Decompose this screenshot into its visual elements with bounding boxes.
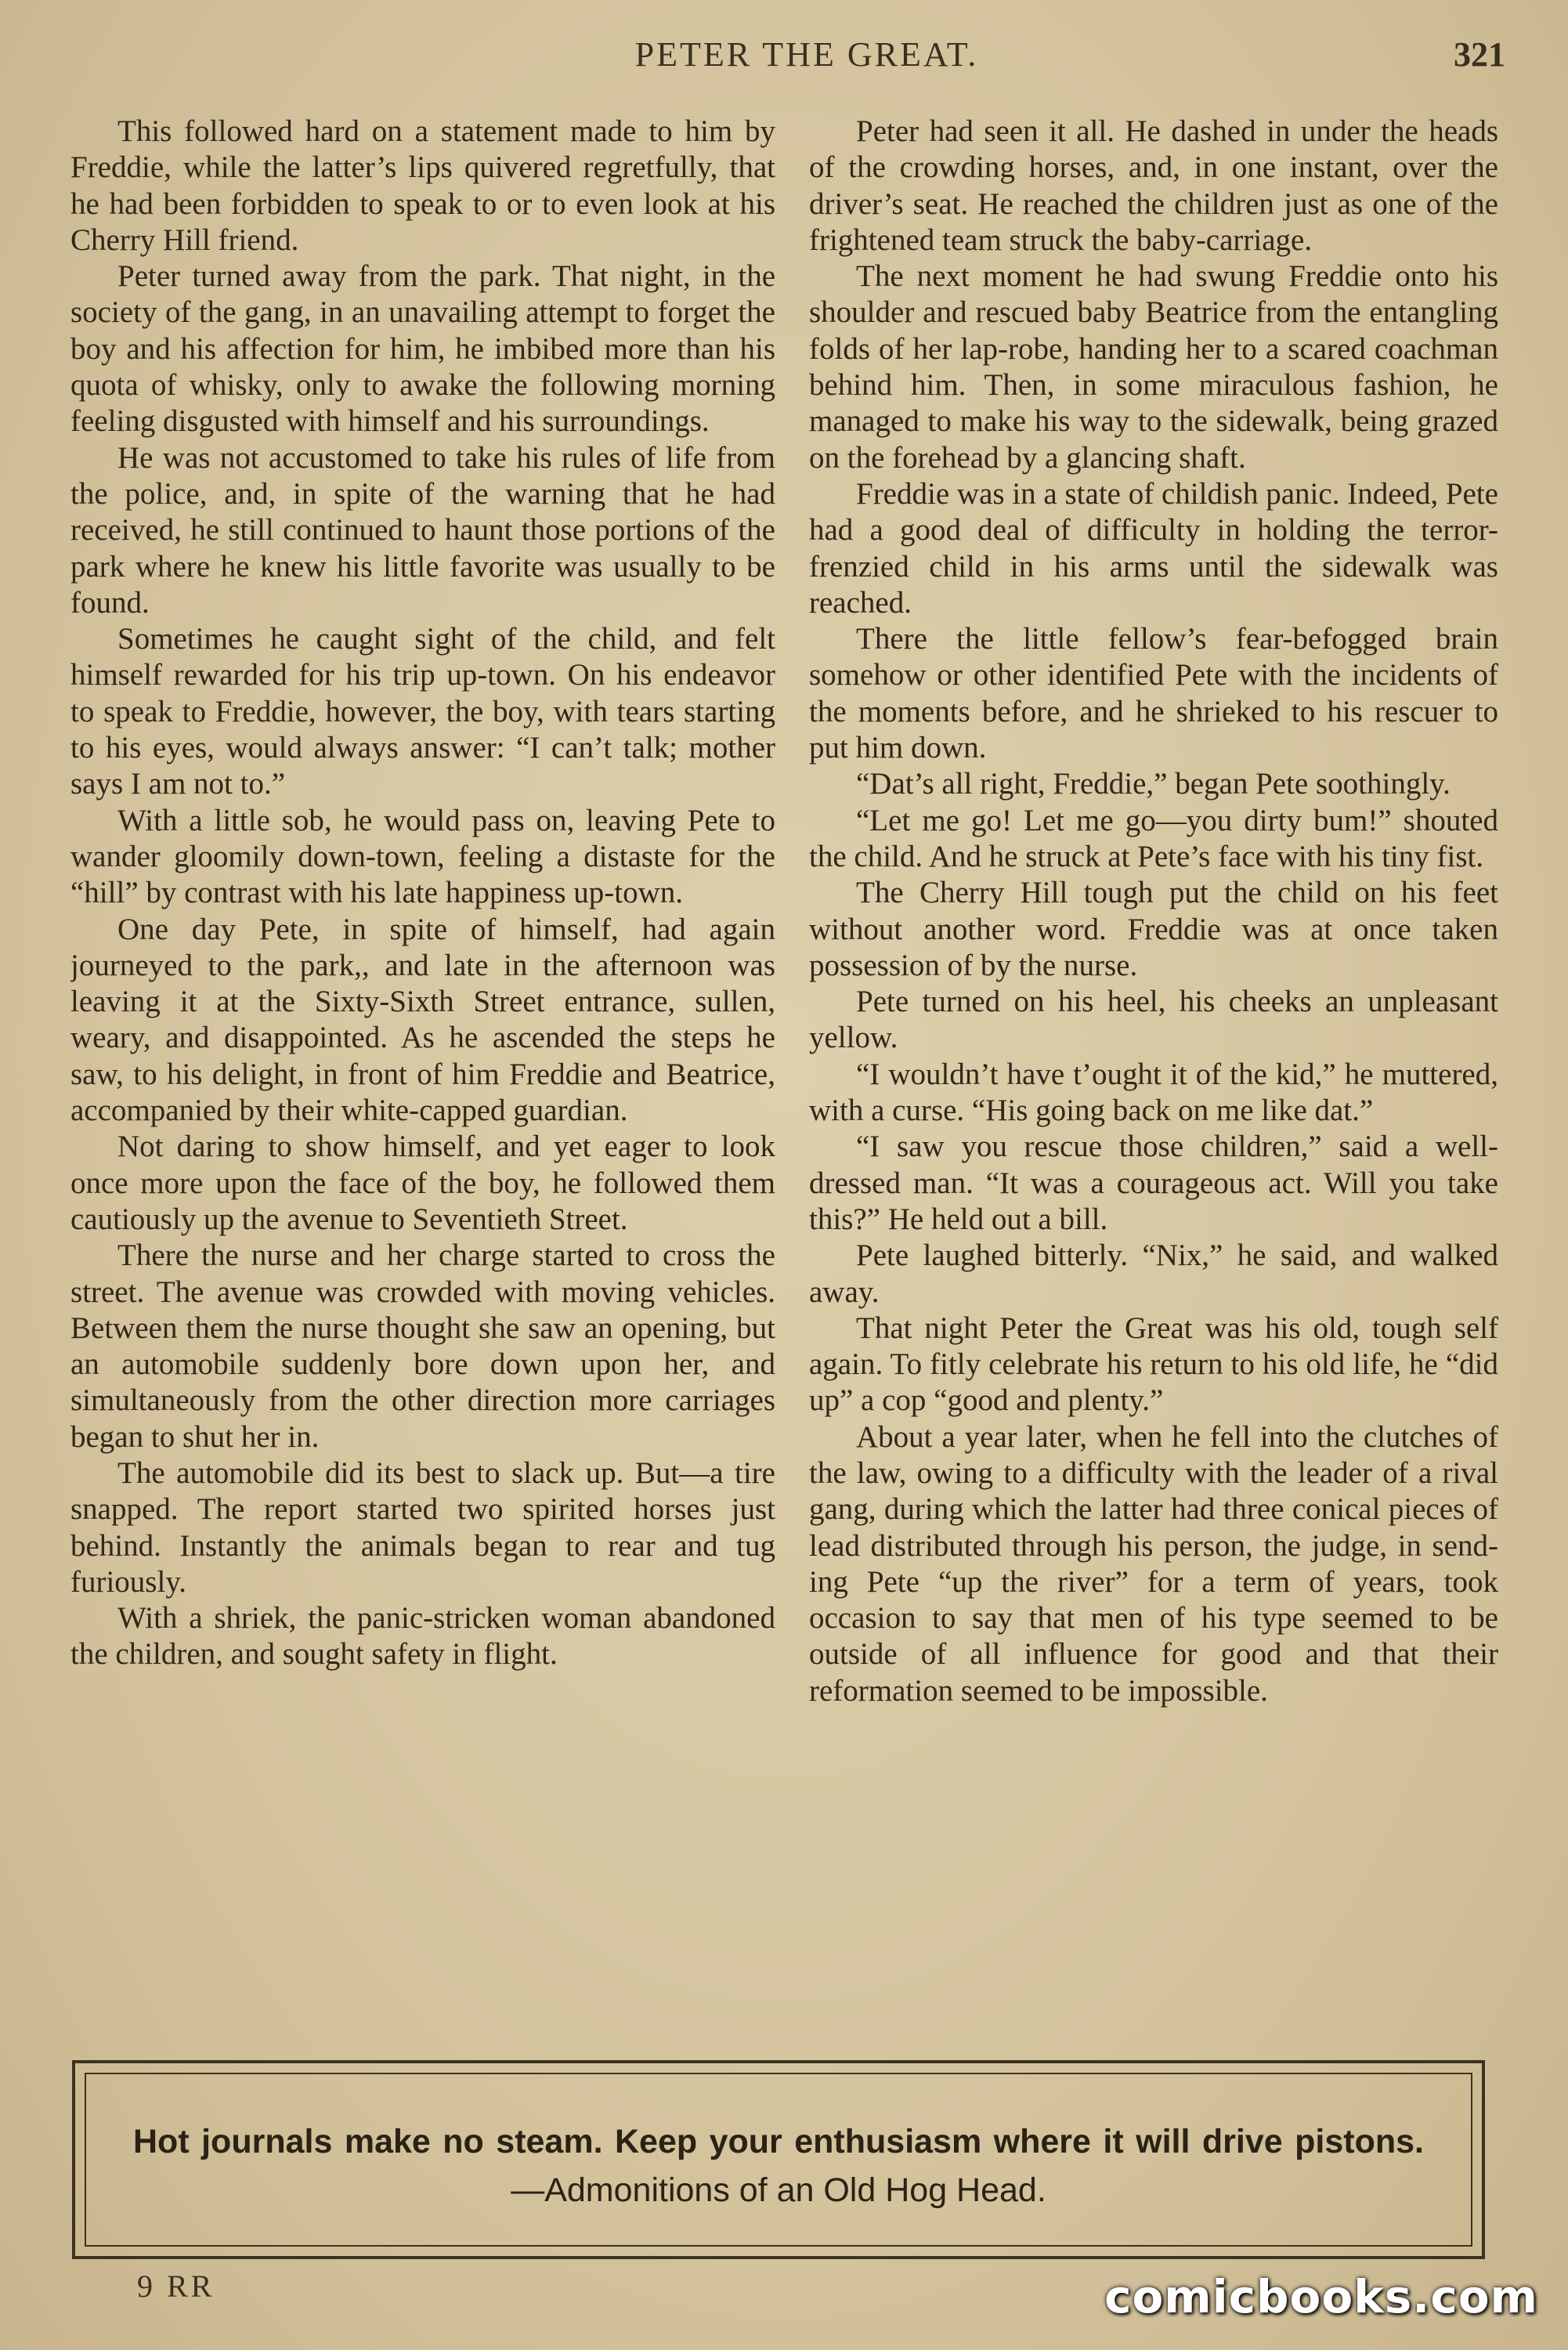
- paragraph: “I wouldn’t have t’ought it of the kid,” he muttered, with a curse. “His going back on me like dat.”: [809, 1057, 1498, 1128]
- paragraph: Not daring to show himself, and yet eager to look once more upon the face of the boy, he followed them cautiously up the avenue to Seventieth Street.: [70, 1130, 775, 1236]
- quote-inner-border: [85, 2073, 1472, 2247]
- paragraph: Peter turned away from the park. That night, in the society of the gang, in an unavailing attempt to forget the boy and his affection for him, he imbibed more than his quota of whisky, only to awake the following morning feeling disgusted with himself and his surroundings.: [70, 259, 775, 439]
- quote-text: [133, 2117, 1424, 2214]
- quote-box: [72, 2060, 1485, 2259]
- page-number: 321: [1454, 35, 1505, 74]
- paragraph: About a year later, when he fell into the clutches of the law, owing to a difficulty with the leader of a rival gang, during which the latter had three conical pieces of lead distributed through his person, the judge, in sending Pete “up the river” for a term of years, took occasion to say that men of his type seemed to be outside of all influence for good and that their reformation seemed to be impossible.: [809, 1419, 1498, 1708]
- paragraph: Peter had seen it all. He dashed in under the heads of the crowding horses, and, in one instant, over the driver’s seat. He reached the children just as one of the frightened team struck the baby-carriage.: [809, 114, 1498, 257]
- paragraph: There the little fellow’s fear-befogged brain somehow or other identified Pete with the incidents of the moments before, and he shrieked to his rescuer to put him down.: [809, 622, 1498, 765]
- signature-mark: 9 RR: [137, 2269, 215, 2304]
- quote-attribution: —Admonitions of an Old Hog Head.: [511, 2171, 1046, 2209]
- paragraph: With a shriek, the panic-stricken woman abandoned the children, and sought safety in flight.: [70, 1601, 775, 1672]
- paragraph: “Dat’s all right, Freddie,” began Pete soothingly.: [856, 767, 1451, 801]
- paragraph: Freddie was in a state of childish panic. Indeed, Pete had a good deal of difficulty in holding the terror-frenzied child in his arms until the sidewalk was reached.: [809, 476, 1498, 620]
- paragraph: The next moment he had swung Freddie onto his shoulder and rescued baby Beatrice from the entangling folds of her lap-robe, handing her to a scared coachman behind him. Then, in some miraculous fashion, he managed to make his way to the sidewalk, being grazed on the forehead by a glancing shaft.: [809, 259, 1498, 475]
- quote-body: Hot journals make no steam. Keep your enthusiasm where it will drive pistons.: [133, 2123, 1424, 2160]
- paragraph: That night Peter the Great was his old, tough self again. To fitly celebrate his return to his old life, he “did up” a cop “good and plenty.”: [809, 1311, 1498, 1418]
- paragraph: The automobile did its best to slack up. But—a tire snapped. The report started two spirited horses just behind. Instantly the animals began to rear and tug furiously.: [70, 1455, 775, 1599]
- paragraph: Pete laughed bitterly. “Nix,” he said, and walked away.: [809, 1238, 1498, 1309]
- paragraph: There the nurse and her charge started to cross the street. The avenue was crowded with moving vehicles. Between them the nurse thought she saw an opening, but an automobile suddenly bore down upon her, and simultaneously from the other direction more carriages began to shut her in.: [70, 1238, 775, 1454]
- left-column: [70, 114, 775, 2033]
- right-column: [809, 114, 1498, 2033]
- paragraph: This followed hard on a statement made to him by Freddie, while the latter’s lips quivered regretfully, that he had been forbidden to speak to or to even look at his Cherry Hill friend.: [70, 114, 775, 257]
- running-title: PETER THE GREAT.: [634, 35, 979, 74]
- paragraph: Pete turned on his heel, his cheeks an unpleasant yellow.: [809, 985, 1498, 1055]
- running-head: [0, 34, 1568, 81]
- paragraph: He was not accustomed to take his rules of life from the police, and, in spite of the warning that he had received, he still continued to haunt those portions of the park where he knew his little favorite was usually to be found.: [70, 440, 775, 620]
- paragraph: One day Pete, in spite of himself, had again journeyed to the park,, and late in the afternoon was leaving it at the Sixty-Sixth Street entrance, sullen, weary, and disappointed. As he ascended the steps he saw, to his delight, in front of him Freddie and Beatrice, accompanied by their white-capped guardian.: [70, 912, 775, 1128]
- paragraph: Sometimes he caught sight of the child, and felt himself rewarded for his trip up-town. On his endeavor to speak to Freddie, however, the boy, with tears starting to his eyes, would always answer: “I can’t talk; mother says I am not to.”: [70, 622, 775, 801]
- paragraph: “I saw you rescue those children,” said a well-dressed man. “It was a courageous act. Will you take this?” He held out a bill.: [809, 1130, 1498, 1236]
- paragraph: “Let me go! Let me go—you dirty bum!” shouted the child. And he struck at Pete’s face with his tiny fist.: [809, 803, 1498, 873]
- paragraph: The Cherry Hill tough put the child on his feet without another word. Freddie was at once taken possession of by the nurse.: [809, 876, 1498, 982]
- watermark: comicbooks.com: [1104, 2270, 1538, 2323]
- paragraph: With a little sob, he would pass on, leaving Pete to wander gloomily down-town, feeling a distaste for the “hill” by contrast with his late happiness up-town.: [70, 803, 775, 910]
